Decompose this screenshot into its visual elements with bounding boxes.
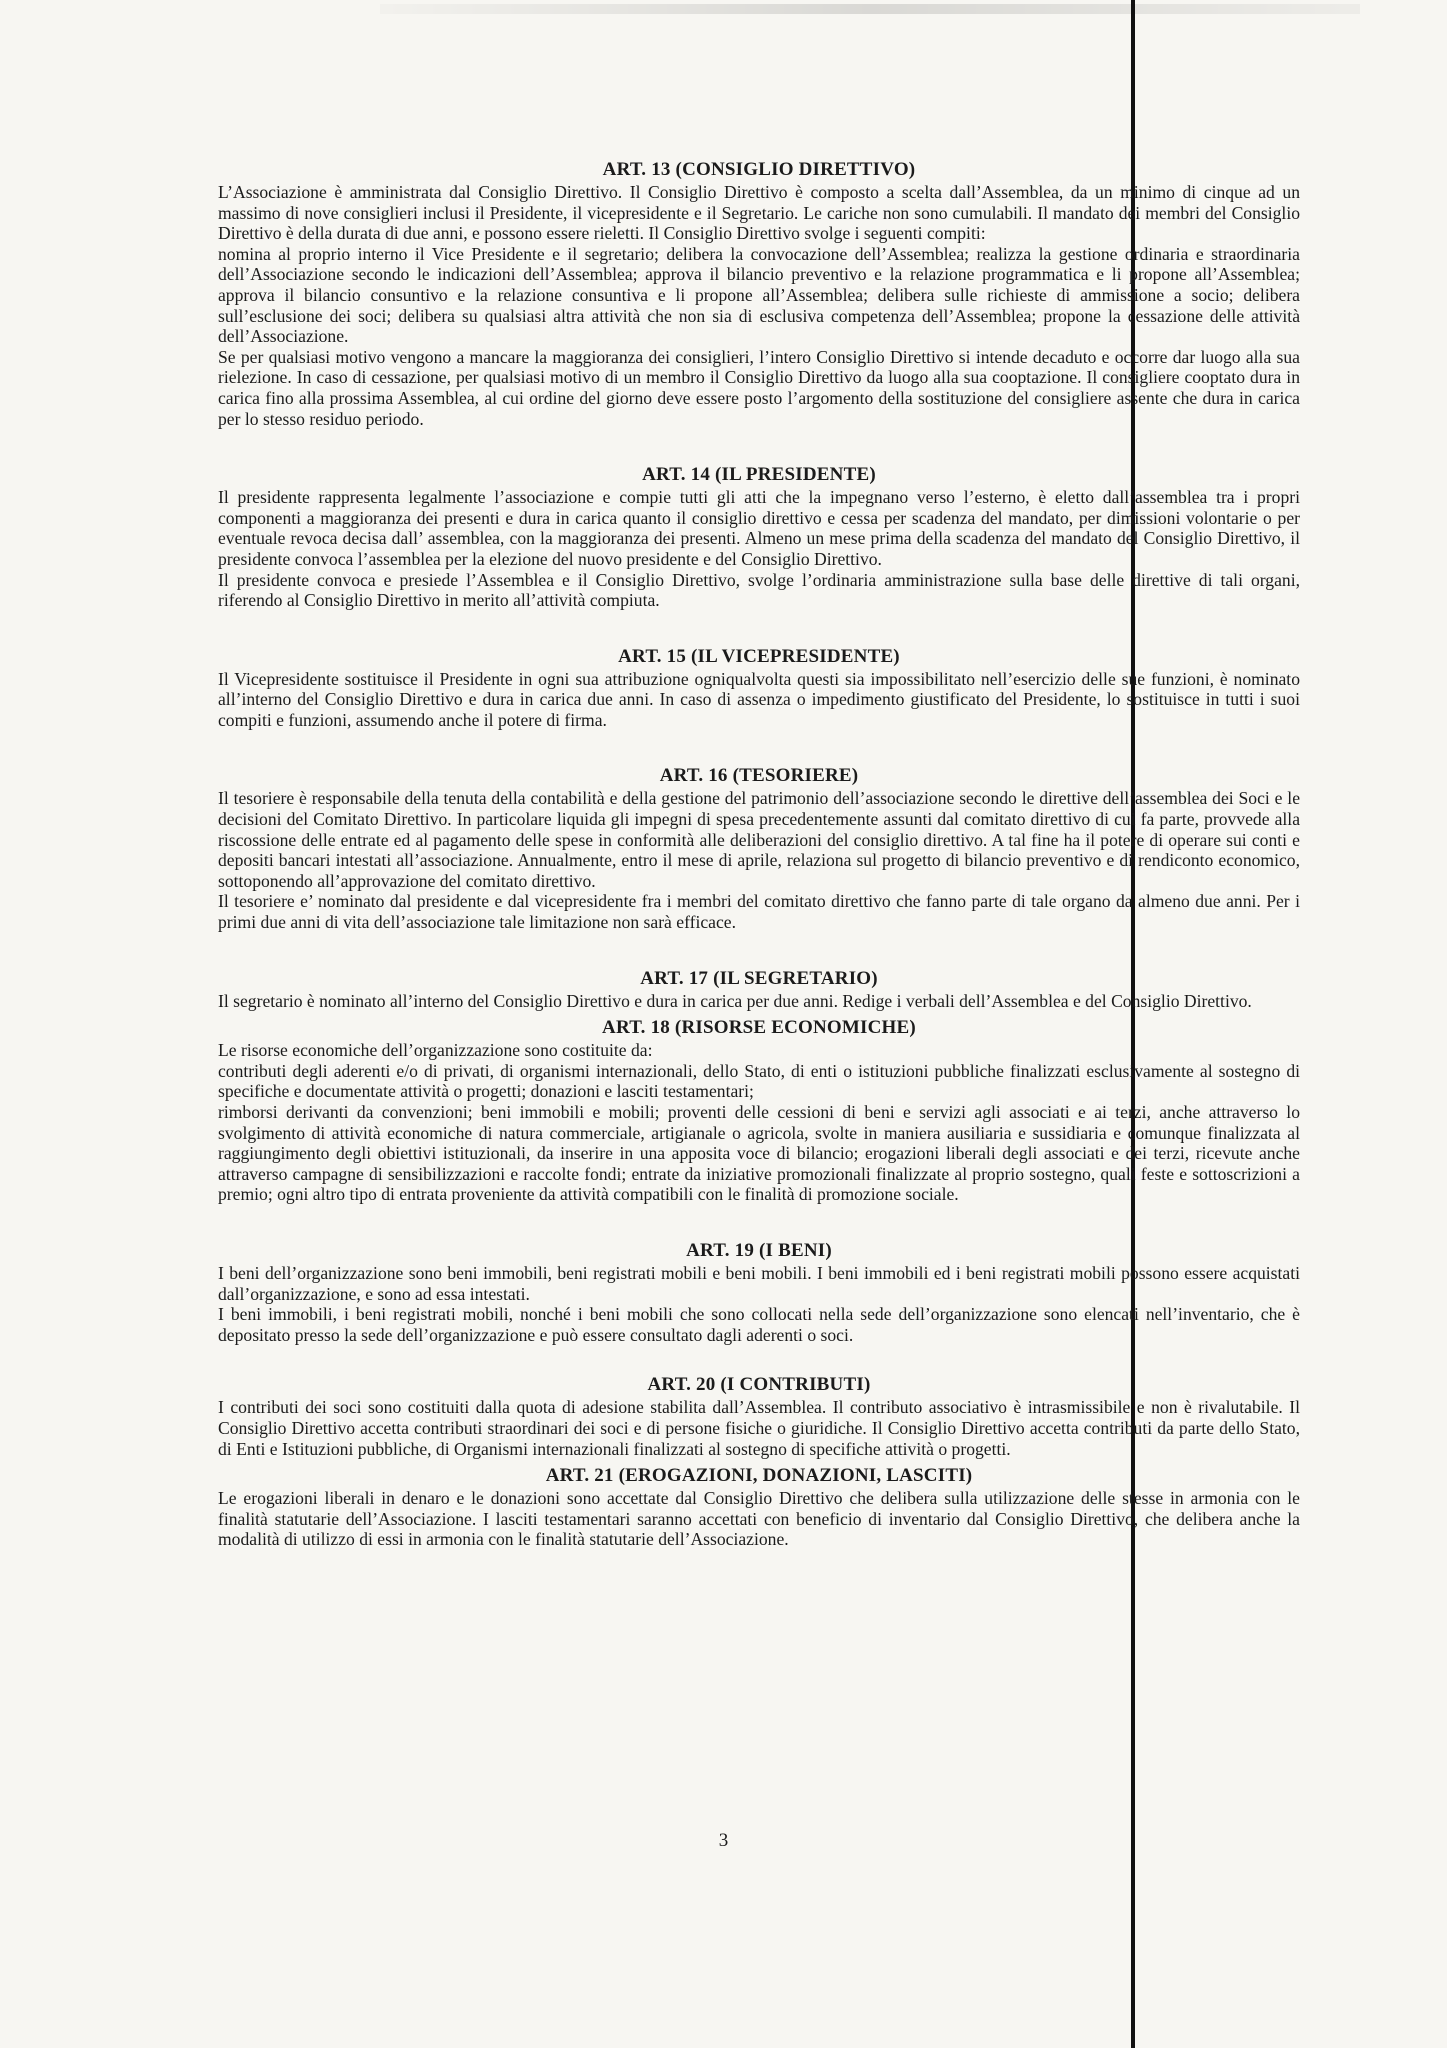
article-paragraph: Il presidente convoca e presiede l’Assemblea e il Consiglio Direttivo, svolge l’ordinaria amministrazione sulla base delle direttive di tali organi, riferendo al Consiglio Direttivo in merito all’attività compiuta. bbox=[218, 569, 1300, 611]
article-title: ART. 13 (CONSIGLIO DIRETTIVO) bbox=[602, 159, 916, 180]
article-title: ART. 15 (IL VICEPRESIDENTE) bbox=[618, 645, 900, 667]
article-paragraph: Il Vicepresidente sostituisce il Presidente in ogni sua attribuzione ogniqualvolta questi sia impossibilitato nell’esercizio delle sue funzioni, è nominato all’interno del Consiglio Direttivo e dura in carica due anni. In caso di assenza o impedimento giustificato del Presidente, lo sostituisce in tutti i suoi compiti e funzioni, assumendo anche il potere di firma. bbox=[218, 668, 1300, 730]
article-paragraph: Il tesoriere e’ nominato dal presidente e dal vicepresidente fra i membri del comitato direttivo che fanno parte di tale organo da almeno due anni. Per i primi due anni di vita dell’associazione tale limitazione non sarà efficace. bbox=[218, 891, 1300, 933]
article-title: ART. 20 (I CONTRIBUTI) bbox=[647, 1374, 871, 1396]
article-title: ART. 19 (I BENI) bbox=[686, 1239, 832, 1261]
article-paragraph: Le erogazioni liberali in denaro e le donazioni sono accettate dal Consiglio Direttivo che delibera sulla utilizzazione delle stesse in armonia con le finalità statutarie dell’Associazione. I lasciti testamentari saranno accettati con beneficio di inventario dal Consiglio Direttivo, che delibera anche la modalità di utilizzo di essi in armonia con le finalità statutarie dell’Associazione. bbox=[218, 1488, 1300, 1550]
article-paragraph: Il tesoriere è responsabile della tenuta della contabilità e della gestione del patrimonio dell’associazione secondo le direttive dell’assemblea dei Soci e le decisioni del Comitato Direttivo. In particolare liquida gli impegni di spesa precedentemente assunti dal comitato direttivo di cui fa parte, provvede alla riscossione delle entrate ed al pagamento delle spese in conformità alle deliberazioni del consiglio direttivo. A tal fine ha il potere di operare sui conti e depositi bancari intestati all’associazione. Annualmente, entro il mese di aprile, relaziona sul progetto di bilancio preventivo e di rendiconto economico, sottoponendo all’approvazione del comitato direttivo. bbox=[218, 788, 1300, 891]
article-18 bbox=[218, 1016, 1300, 1205]
article-title: ART. 17 (IL SEGRETARIO) bbox=[640, 967, 878, 989]
article-21 bbox=[218, 1464, 1300, 1550]
article-19 bbox=[218, 1239, 1300, 1345]
article-title: ART. 18 (RISORSE ECONOMICHE) bbox=[602, 1017, 916, 1039]
article-paragraph: Il presidente rappresenta legalmente l’associazione e compie tutti gli atti che la impegnano verso l’esterno, è eletto dall’assemblea tra i propri componenti a maggioranza dei presenti e dura in carica quanto il consiglio direttivo e cessa per scadenza del mandato, per dimissioni volontarie o per eventuale revoca decisa dall’ assemblea, con la maggioranza dei presenti. Almeno un mese prima della scadenza del mandato del Consiglio Direttivo, il presidente convoca l’assemblea per la elezione del nuovo presidente e del Consiglio Direttivo. bbox=[218, 487, 1300, 569]
article-paragraph: L’Associazione è amministrata dal Consiglio Direttivo. Il Consiglio Direttivo è composto a scelta dall’Assemblea, da un minimo di cinque ad un massimo di nove consiglieri inclusi il Presidente, il vicepresidente e il Segretario. Le cariche non sono cumulabili. Il mandato dei membri del Consiglio Direttivo è della durata di due anni, e possono essere rieletti. Il Consiglio Direttivo svolge i seguenti compiti: bbox=[218, 182, 1300, 244]
article-paragraph: nomina al proprio interno il Vice Presidente e il segretario; delibera la convocazione dell’Assemblea; realizza la gestione ordinaria e straordinaria dell’Associazione secondo le indicazioni dell’Assemblea; approva il bilancio preventivo e la relazione programmatica e li propone all’Assemblea; approva il bilancio consuntivo e la relazione consuntiva e li propone all’Assemblea; delibera sulle richieste di ammissione a socio; delibera sull’esclusione dei soci; delibera su qualsiasi altra attività che non sia di esclusiva competenza dell’Assemblea; propone la cessazione delle attività dell’Associazione. bbox=[218, 243, 1300, 347]
article-14 bbox=[218, 463, 1300, 611]
article-paragraph: Il segretario è nominato all’interno del Consiglio Direttivo e dura in carica per due anni. Redige i verbali dell’Assemblea e del Consiglio Direttivo. bbox=[218, 990, 1252, 1011]
article-paragraph: Le risorse economiche dell’organizzazione sono costituite da: bbox=[218, 1040, 653, 1061]
article-paragraph: contributi degli aderenti e/o di privati, di organismi internazionali, dello Stato, di enti o istituzioni pubbliche finalizzati esclusivamente al sostegno di specifiche e documentate attività o progetti; donazioni e lasciti testamentari; bbox=[218, 1060, 1300, 1102]
article-paragraph: I beni dell’organizzazione sono beni immobili, beni registrati mobili e beni mobili. I beni immobili ed i beni registrati mobili possono essere acquistati dall’organizzazione, e sono ad essa intestati. bbox=[218, 1262, 1300, 1304]
article-16 bbox=[218, 764, 1300, 932]
article-paragraph: Se per qualsiasi motivo vengono a mancare la maggioranza dei consiglieri, l’intero Consiglio Direttivo si intende decaduto e occorre dar luogo alla sua rielezione. In caso di cessazione, per qualsiasi motivo di un membro il Consiglio Direttivo da luogo alla sua cooptazione. Il consigliere cooptato dura in carica fino alla prossima Assemblea, al cui ordine del giorno deve essere posto l’argomento della sostituzione del consigliere assente che dura in carica per lo stesso residuo periodo. bbox=[218, 346, 1300, 429]
page-number: 3 bbox=[718, 1830, 729, 1851]
article-paragraph: I beni immobili, i beni registrati mobili, nonché i beni mobili che sono collocati nella sede dell’organizzazione sono elencati nell’inventario, che è depositato presso la sede dell’organizzazione e può essere consultato dagli aderenti o soci. bbox=[218, 1304, 1300, 1345]
article-17 bbox=[218, 967, 1300, 1012]
article-paragraph: I contributi dei soci sono costituiti dalla quota di adesione stabilita dall’Assemblea. Il contributo associativo è intrasmissibile e non è rivalutabile. Il Consiglio Direttivo accetta contributi straordinari dei soci e di persone fisiche o giuridiche. Il Consiglio Direttivo accetta contributi da parte dello Stato, di Enti e Istituzioni pubbliche, di Organismi internazionali finalizzati al sostegno di specifiche attività o progetti. bbox=[218, 1397, 1300, 1459]
article-title: ART. 21 (EROGAZIONI, DONAZIONI, LASCITI) bbox=[545, 1465, 973, 1487]
article-13 bbox=[218, 158, 1300, 429]
document-body bbox=[218, 158, 1300, 1550]
article-title: ART. 16 (TESORIERE) bbox=[659, 765, 859, 787]
article-title: ART. 14 (IL PRESIDENTE) bbox=[642, 464, 876, 486]
article-paragraph: rimborsi derivanti da convenzioni; beni immobili e mobili; proventi delle cessioni di beni e servizi agli associati e ai terzi, anche attraverso lo svolgimento di attività economiche di natura commerciale, artigianale o agricola, svolte in maniera ausiliaria e sussidiaria e comunque finalizzata al raggiungimento degli obiettivi istituzionali, da inserire in una apposita voce di bilancio; erogazioni liberali degli associati e dei terzi, ricevute anche attraverso campagne di sensibilizzazioni e raccolte fondi; entrate da iniziative promozionali finalizzate al proprio sostegno, quali feste e sottoscrizioni a premio; ogni altro tipo di entrata proveniente da attività compatibili con le finalità di promozione sociale. bbox=[218, 1102, 1300, 1205]
article-15 bbox=[218, 645, 1300, 731]
scan-artifact-top bbox=[380, 4, 1360, 14]
article-20 bbox=[218, 1373, 1300, 1459]
